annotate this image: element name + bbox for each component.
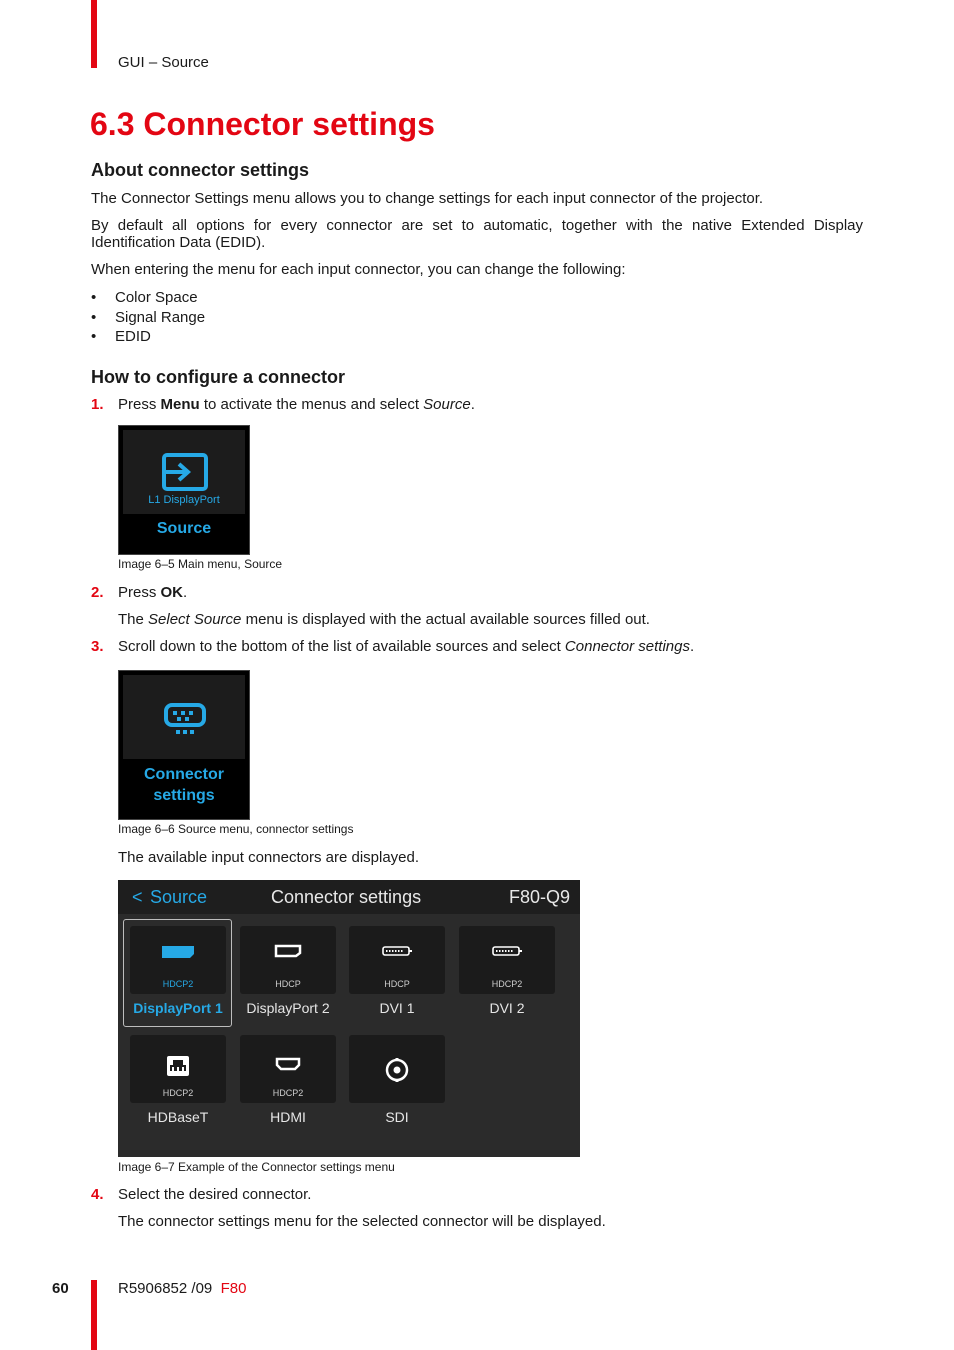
- footer-model: F80: [220, 1280, 247, 1297]
- about-paragraph-1: The Connector Settings menu allows you to change settings for each input connector of the projector.: [91, 190, 764, 207]
- connector-name: DVI 2: [489, 1000, 525, 1016]
- hdcp-label: HDCP2: [491, 979, 523, 989]
- step-number: 2.: [91, 584, 104, 601]
- image-caption: Image 6–6 Source menu, connector settings: [118, 822, 354, 836]
- header-bar: [91, 0, 97, 68]
- step-note: The available input connectors are displayed.: [118, 849, 420, 866]
- step-note: The Select Source menu is displayed with the actual available sources filled out.: [118, 611, 650, 628]
- displayport-icon: [274, 944, 302, 958]
- step-text: Scroll down to the bottom of the list of available sources and select Connector settings.: [118, 638, 695, 655]
- bullet-item: • EDID: [91, 328, 151, 345]
- footer-bar: [91, 1280, 97, 1350]
- step-text: Press OK.: [118, 584, 188, 601]
- step-note: The connector settings menu for the selected connector will be displayed.: [118, 1213, 606, 1230]
- bullet-item: • Color Space: [91, 289, 198, 306]
- bullet-item: • Signal Range: [91, 309, 206, 326]
- connector-name: DisplayPort 2: [246, 1000, 330, 1016]
- image-caption: Image 6–7 Example of the Connector settings menu: [118, 1160, 395, 1174]
- source-tile-sublabel: L1 DisplayPort: [148, 494, 220, 506]
- about-heading: About connector settings: [91, 160, 310, 180]
- about-paragraph-2: By default all options for every connector are set to automatic, together with the native Extended Display Identification Data (EDID).: [91, 217, 863, 251]
- hdcp-label: HDCP2: [162, 979, 194, 989]
- page-number: 60: [52, 1280, 69, 1297]
- image-caption: Image 6–5 Main menu, Source: [118, 557, 283, 571]
- step-text: Select the desired connector.: [118, 1186, 312, 1203]
- connector-settings-tile-image: [118, 670, 250, 820]
- page-title: 6.3 Connector settings: [90, 106, 435, 142]
- connector-tile-label-2: settings: [153, 787, 215, 804]
- header-section: GUI – Source: [118, 54, 209, 71]
- dvi-icon: [492, 945, 522, 957]
- hdmi-icon: [275, 1057, 301, 1071]
- back-icon[interactable]: <: [132, 887, 143, 907]
- document-id: R5906852 /09 F80: [118, 1280, 247, 1297]
- step-number: 1.: [91, 396, 104, 413]
- hdcp-label: HDCP: [384, 979, 410, 989]
- back-source-link[interactable]: Source: [150, 887, 208, 907]
- step-number: 4.: [91, 1186, 104, 1203]
- displayport-icon: [160, 944, 196, 960]
- hdcp-label: HDCP2: [162, 1088, 194, 1098]
- hdcp-label: HDCP2: [272, 1088, 304, 1098]
- about-paragraph-3: When entering the menu for each input connector, you can change the following:: [91, 261, 626, 278]
- hdbaset-icon: [166, 1055, 190, 1077]
- connector-name: DVI 1: [379, 1000, 415, 1016]
- connector-icon: [163, 701, 207, 737]
- source-tile-image: [118, 425, 250, 555]
- connector-settings-menu: [118, 880, 580, 1157]
- hdcp-label: HDCP: [275, 979, 301, 989]
- model-label: F80-Q9: [508, 887, 570, 907]
- connector-name: DisplayPort 1: [133, 1000, 223, 1016]
- step-text: Press Menu to activate the menus and select Source.: [118, 396, 475, 413]
- connector-name: SDI: [385, 1109, 409, 1125]
- menu-title-bar: [118, 880, 580, 914]
- howto-heading: How to configure a connector: [91, 367, 346, 387]
- sdi-icon: [384, 1057, 410, 1083]
- connector-name: HDMI: [270, 1109, 306, 1125]
- source-tile-label: Source: [156, 520, 212, 537]
- connector-tile-label-1: Connector: [144, 766, 224, 783]
- step-number: 3.: [91, 638, 104, 655]
- source-input-icon: [161, 452, 209, 492]
- connector-name: HDBaseT: [147, 1109, 209, 1125]
- menu-title: Connector settings: [271, 887, 422, 907]
- dvi-icon: [382, 945, 412, 957]
